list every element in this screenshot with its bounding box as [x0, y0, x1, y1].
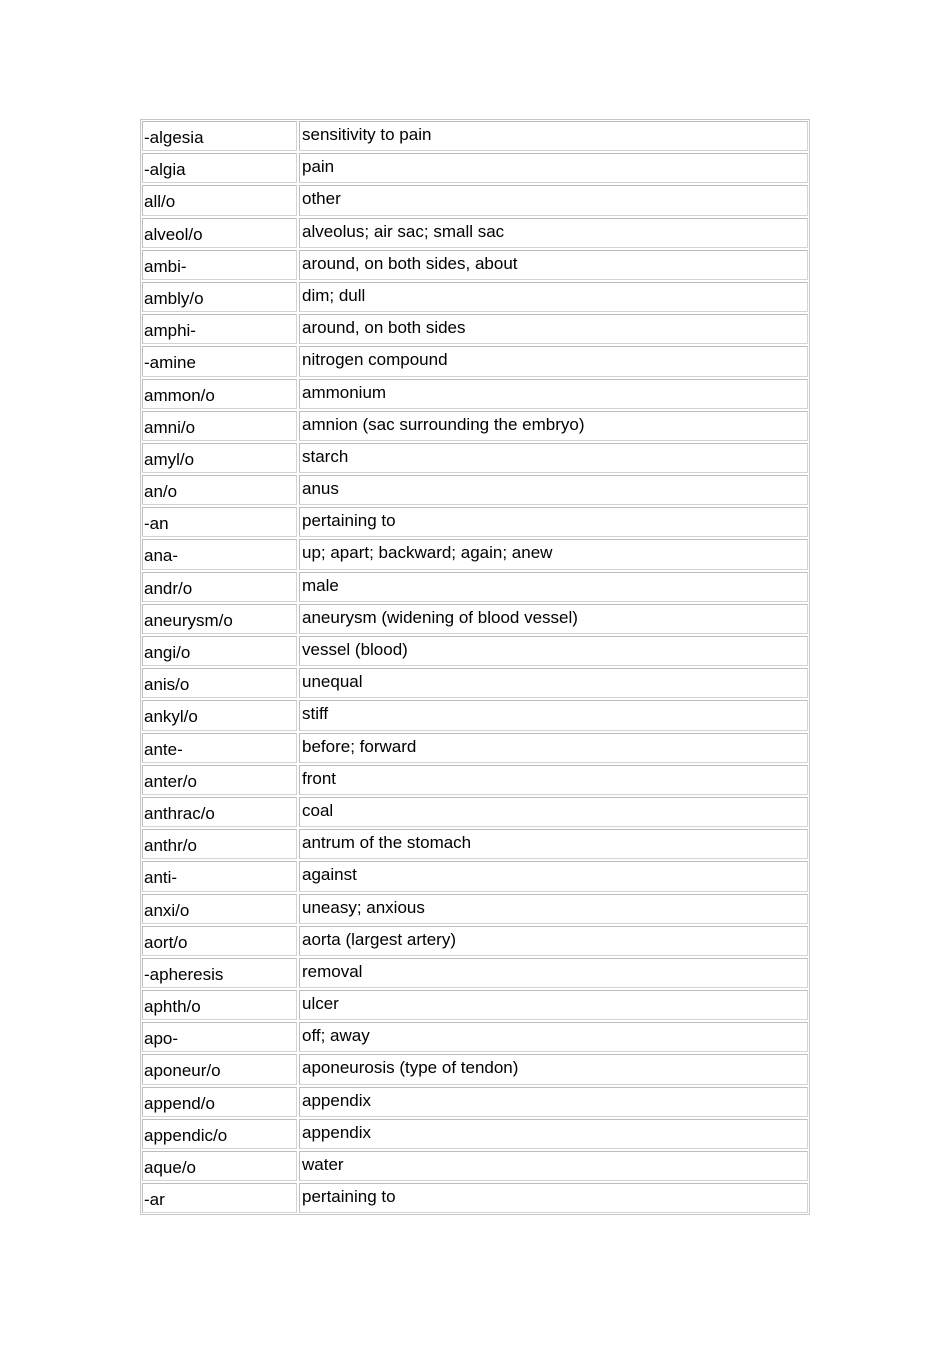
term-cell: alveol/o	[142, 218, 297, 248]
definition-cell: front	[299, 765, 808, 795]
table-row	[142, 636, 808, 666]
definition-cell: removal	[299, 958, 808, 988]
table-row	[142, 443, 808, 473]
table-row	[142, 153, 808, 183]
term-cell: -an	[142, 507, 297, 537]
glossary-table	[140, 119, 810, 1215]
term-cell: -algesia	[142, 121, 297, 151]
table-row	[142, 1022, 808, 1052]
table-row	[142, 926, 808, 956]
definition-cell: ammonium	[299, 379, 808, 409]
definition-cell: ulcer	[299, 990, 808, 1020]
term-cell: amyl/o	[142, 443, 297, 473]
term-cell: -amine	[142, 346, 297, 376]
term-cell: aneurysm/o	[142, 604, 297, 634]
table-row	[142, 218, 808, 248]
table-row	[142, 1183, 808, 1213]
term-cell: aque/o	[142, 1151, 297, 1181]
definition-cell: around, on both sides, about	[299, 250, 808, 280]
definition-cell: against	[299, 861, 808, 891]
definition-cell: water	[299, 1151, 808, 1181]
definition-cell: unequal	[299, 668, 808, 698]
definition-cell: around, on both sides	[299, 314, 808, 344]
table-row	[142, 1151, 808, 1181]
table-row	[142, 507, 808, 537]
table-row	[142, 765, 808, 795]
table-row	[142, 379, 808, 409]
definition-cell: aorta (largest artery)	[299, 926, 808, 956]
table-row	[142, 250, 808, 280]
definition-cell: sensitivity to pain	[299, 121, 808, 151]
definition-cell: male	[299, 572, 808, 602]
term-cell: aponeur/o	[142, 1054, 297, 1084]
table-row	[142, 700, 808, 730]
definition-cell: vessel (blood)	[299, 636, 808, 666]
table-row	[142, 894, 808, 924]
table-row	[142, 1054, 808, 1084]
definition-cell: coal	[299, 797, 808, 827]
term-cell: ana-	[142, 539, 297, 569]
table-row	[142, 990, 808, 1020]
definition-cell: antrum of the stomach	[299, 829, 808, 859]
table-row	[142, 282, 808, 312]
term-cell: anti-	[142, 861, 297, 891]
definition-cell: pertaining to	[299, 1183, 808, 1213]
table-row	[142, 314, 808, 344]
definition-cell: pertaining to	[299, 507, 808, 537]
table-row	[142, 539, 808, 569]
definition-cell: appendix	[299, 1087, 808, 1117]
term-cell: ammon/o	[142, 379, 297, 409]
term-cell: aort/o	[142, 926, 297, 956]
definition-cell: alveolus; air sac; small sac	[299, 218, 808, 248]
term-cell: append/o	[142, 1087, 297, 1117]
term-cell: -ar	[142, 1183, 297, 1213]
term-cell: -apheresis	[142, 958, 297, 988]
term-cell: anthr/o	[142, 829, 297, 859]
table-row	[142, 475, 808, 505]
definition-cell: dim; dull	[299, 282, 808, 312]
definition-cell: aponeurosis (type of tendon)	[299, 1054, 808, 1084]
table-row	[142, 604, 808, 634]
term-cell: ante-	[142, 733, 297, 763]
table-row	[142, 121, 808, 151]
table-row	[142, 346, 808, 376]
definition-cell: appendix	[299, 1119, 808, 1149]
term-cell: ambi-	[142, 250, 297, 280]
table-row	[142, 572, 808, 602]
term-cell: anxi/o	[142, 894, 297, 924]
term-cell: apo-	[142, 1022, 297, 1052]
term-cell: anter/o	[142, 765, 297, 795]
term-cell: amphi-	[142, 314, 297, 344]
term-cell: appendic/o	[142, 1119, 297, 1149]
term-cell: an/o	[142, 475, 297, 505]
term-cell: anis/o	[142, 668, 297, 698]
definition-cell: stiff	[299, 700, 808, 730]
term-cell: -algia	[142, 153, 297, 183]
definition-cell: aneurysm (widening of blood vessel)	[299, 604, 808, 634]
term-cell: all/o	[142, 185, 297, 215]
table-row	[142, 1119, 808, 1149]
definition-cell: other	[299, 185, 808, 215]
term-cell: andr/o	[142, 572, 297, 602]
definition-cell: nitrogen compound	[299, 346, 808, 376]
term-cell: anthrac/o	[142, 797, 297, 827]
definition-cell: up; apart; backward; again; anew	[299, 539, 808, 569]
definition-cell: amnion (sac surrounding the embryo)	[299, 411, 808, 441]
term-cell: aphth/o	[142, 990, 297, 1020]
definition-cell: uneasy; anxious	[299, 894, 808, 924]
definition-cell: off; away	[299, 1022, 808, 1052]
term-cell: ambly/o	[142, 282, 297, 312]
table-row	[142, 797, 808, 827]
term-cell: ankyl/o	[142, 700, 297, 730]
definition-cell: anus	[299, 475, 808, 505]
table-row	[142, 861, 808, 891]
definition-cell: before; forward	[299, 733, 808, 763]
definition-cell: pain	[299, 153, 808, 183]
term-cell: angi/o	[142, 636, 297, 666]
table-row	[142, 185, 808, 215]
table-row	[142, 668, 808, 698]
definition-cell: starch	[299, 443, 808, 473]
table-row	[142, 411, 808, 441]
table-row	[142, 829, 808, 859]
table-row	[142, 958, 808, 988]
table-row	[142, 733, 808, 763]
table-row	[142, 1087, 808, 1117]
term-cell: amni/o	[142, 411, 297, 441]
